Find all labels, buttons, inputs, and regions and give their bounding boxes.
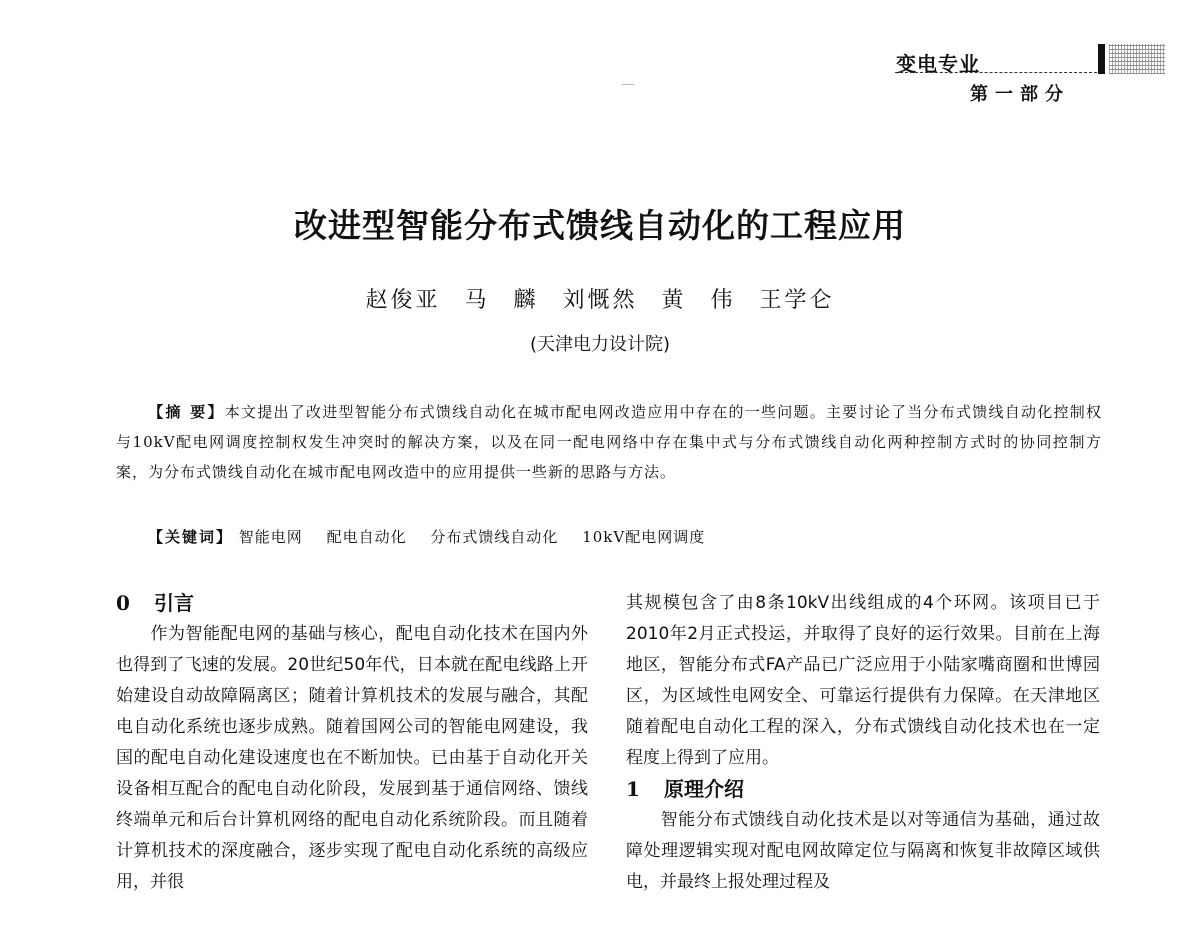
- journal-part-label: 第一部分: [970, 84, 1070, 105]
- body-paragraph: [626, 588, 1100, 774]
- keyword: 10kV配电网调度: [582, 528, 706, 546]
- section-heading: [626, 774, 1100, 805]
- keywords-label: 【关键词】: [148, 528, 234, 546]
- keyword: 智能电网: [238, 528, 303, 546]
- abstract-label: 【摘 要】: [148, 403, 225, 421]
- header-black-bar: [1098, 44, 1105, 74]
- paragraph-text: 作为智能配电网的基础与核心，配电自动化技术在国内外也得到了飞速的发展。20世纪50年代，日本就在配电线路上开始建设自动故障隔离区；随着计算机技术的发展与融合，其配电自动化系统也逐步成熟。随着国网公司的智能电网建设，我国的配电自动化建设速度也在不断加快。已由基于自动化开关设备相互配合的配电自动化阶段，发展到基于通信网络、馈线终端单元和后台计算机网络的配电自动化系统阶段。而且随着计算机技术的深度融合，逐步实现了配电自动化系统的高级应用，并很: [116, 624, 588, 892]
- paper-title: 改进型智能分布式馈线自动化的工程应用: [294, 206, 906, 245]
- paragraph-text: 其规模包含了由8条10kV出线组成的4个环网。该项目已于2010年2月正式投运，并取得了良好的运行效果。目前在上海地区，智能分布式FA产品已广泛应用于小陆家嘴商圈和世博园区，为区域性电网安全、可靠运行提供有力保障。在天津地区随着配电自动化工程的深入，分布式馈线自动化技术也在一定程度上得到了应用。: [626, 593, 1100, 768]
- journal-section-label: 变电专业: [896, 52, 980, 76]
- paragraph-text: 智能分布式馈线自动化技术是以对等通信为基础，通过故障处理逻辑实现对配电网故障定位与隔离和恢复非故障区域供电，并最终上报处理过程及: [626, 810, 1100, 892]
- body-paragraph: [626, 805, 1100, 898]
- section-number: 1: [626, 777, 640, 801]
- header-decorative-pattern: [1109, 44, 1165, 74]
- body-column-left: [116, 588, 588, 898]
- scan-artifact: [622, 84, 634, 85]
- abstract-text: 本文提出了改进型智能分布式馈线自动化在城市配电网改造应用中存在的一些问题。主要讨论了当分布式馈线自动化控制权与10kV配电网调度控制权发生冲突时的解决方案，以及在同一配电网络中存在集中式与分布式馈线自动化两种控制方式时的协同控制方案，为分布式馈线自动化在城市配电网改造中的应用提供一些新的思路与方法。: [116, 403, 1102, 481]
- header-dashed-rule: [895, 72, 1097, 73]
- affiliation: (天津电力设计院): [529, 334, 671, 355]
- body-column-right: [626, 588, 1100, 898]
- section-number: 0: [116, 591, 130, 615]
- author-list: 赵俊亚 马 麟 刘慨然 黄 伟 王学仑: [365, 288, 835, 313]
- keywords: [116, 522, 1102, 552]
- section-title: 引言: [154, 591, 194, 615]
- section-title: 原理介绍: [664, 777, 744, 801]
- section-heading: [116, 588, 588, 619]
- body-paragraph: [116, 619, 588, 898]
- keyword: 分布式馈线自动化: [430, 528, 559, 546]
- abstract: [116, 397, 1102, 487]
- keyword: 配电自动化: [326, 528, 407, 546]
